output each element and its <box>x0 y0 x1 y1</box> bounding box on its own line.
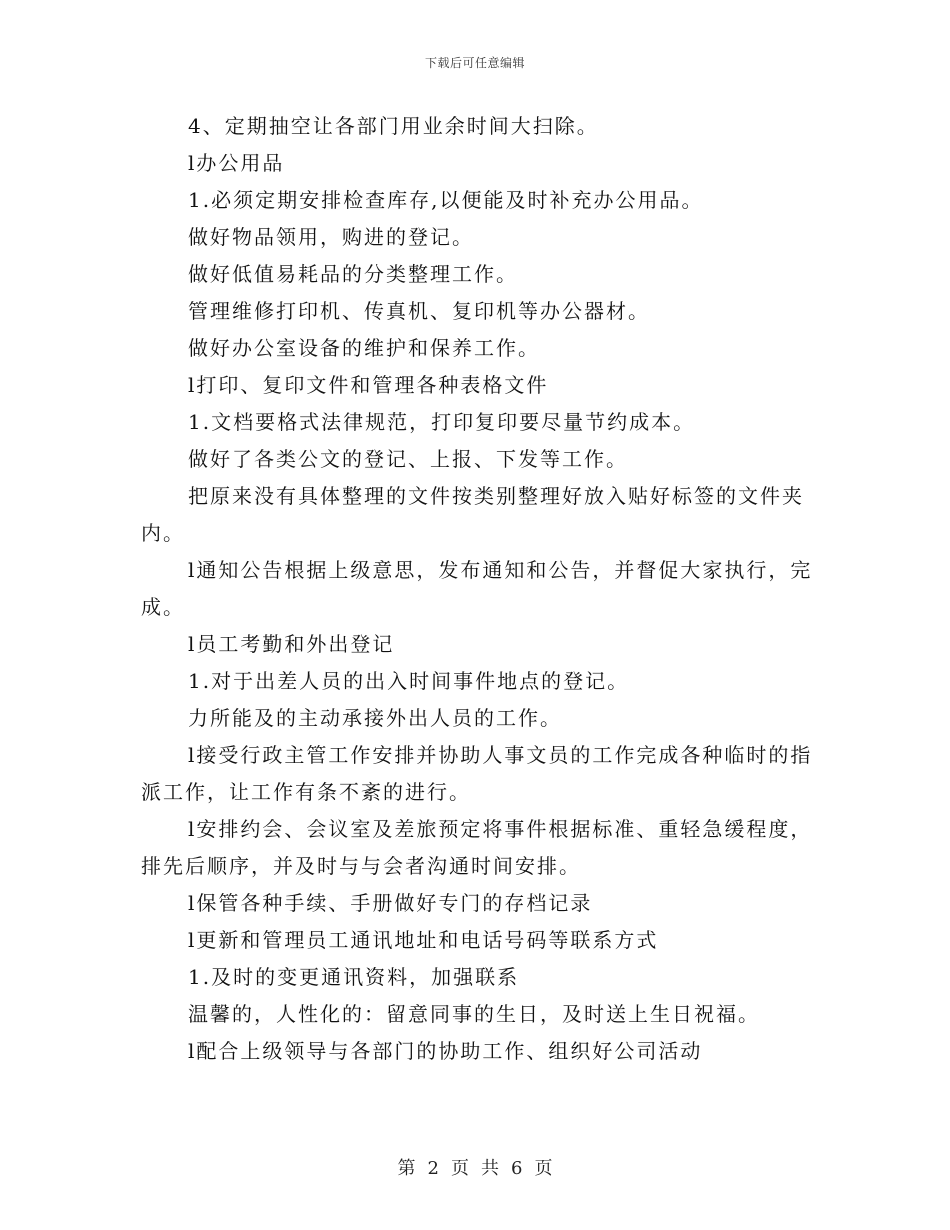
footer-label-page: 第 <box>397 1158 416 1179</box>
paragraph: 1.必须定期安排检查库存,以便能及时补充办公用品。 <box>188 188 704 212</box>
paragraph: 1.对于出差人员的出入时间事件地点的登记。 <box>188 669 630 693</box>
paragraph: 4、定期抽空让各部门用业余时间大扫除。 <box>188 114 599 138</box>
paragraph: l通知公告根据上级意思，发布通知和公告，并督促大家执行，完成。 <box>141 558 813 619</box>
paragraph: l配合上级领导与各部门的协助工作、组织好公司活动 <box>188 1039 703 1063</box>
paragraph: 做好了各类公文的登记、上报、下发等工作。 <box>188 447 628 471</box>
footer-label-page-unit: 页 <box>451 1158 469 1179</box>
paragraph: l打印、复印文件和管理各种表格文件 <box>188 373 549 397</box>
paragraph: 1.及时的变更通讯资料，加强联系 <box>188 965 520 989</box>
paragraph: l保管各种手续、手册做好专门的存档记录 <box>188 891 593 915</box>
document-body <box>141 108 813 1070</box>
paragraph: 1.文档要格式法律规范，打印复印要尽量节约成本。 <box>188 410 696 434</box>
paragraph: 做好物品领用，购进的登记。 <box>188 225 474 249</box>
paragraph: l员工考勤和外出登记 <box>188 632 395 656</box>
total-pages-number: 6 <box>511 1158 523 1179</box>
paragraph: l安排约会、会议室及差旅预定将事件根据标准、重轻急缓程度，排先后顺序，并及时与与会者沟通时间安排。 <box>141 817 813 878</box>
paragraph: 把原来没有具体整理的文件按类别整理好放入贴好标签的文件夹内。 <box>141 484 804 545</box>
page-footer <box>0 1154 950 1180</box>
paragraph: l办公用品 <box>188 151 285 175</box>
paragraph: 管理维修打印机、传真机、复印机等办公器材。 <box>188 299 650 323</box>
paragraph: l更新和管理员工通讯地址和电话号码等联系方式 <box>188 928 659 952</box>
footer-label-total: 共 <box>481 1158 499 1179</box>
paragraph: 做好办公室设备的维护和保养工作。 <box>188 336 540 360</box>
paragraph: l接受行政主管工作安排并协助人事文员的工作完成各种临时的指派工作，让工作有条不紊的进行。 <box>141 743 813 804</box>
paragraph: 做好低值易耗品的分类整理工作。 <box>188 262 518 286</box>
paragraph: 温馨的，人性化的：留意同事的生日，及时送上生日祝福。 <box>188 1002 760 1026</box>
footer-label-total-unit: 页 <box>534 1158 553 1179</box>
page-header: 下载后可任意编辑 <box>424 56 525 70</box>
paragraph: 力所能及的主动承接外出人员的工作。 <box>188 706 562 730</box>
current-page-number: 2 <box>427 1158 439 1179</box>
